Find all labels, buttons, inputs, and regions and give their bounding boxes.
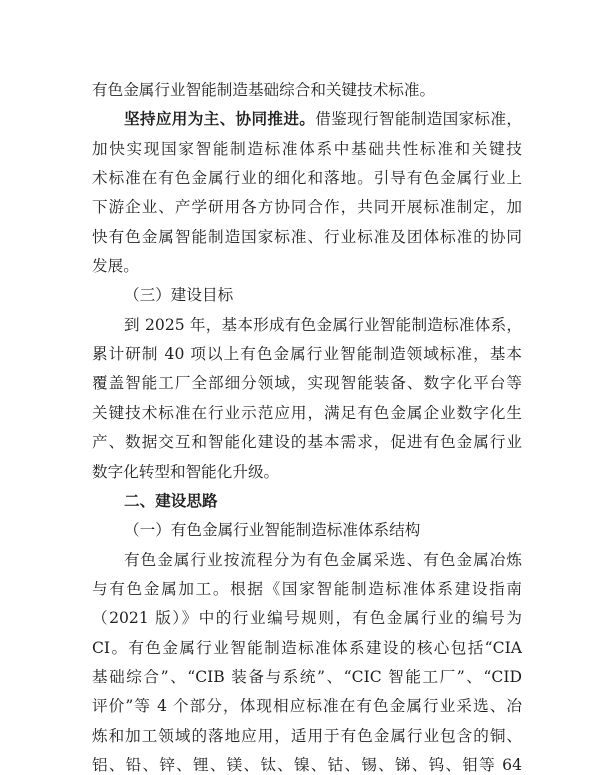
paragraph-line: 有色金属行业智能制造基础综合和关键技术标准。 [92,81,436,99]
paragraph-line: CI。有色金属行业智能制造标准体系建设的核心包括“CIA [92,639,522,657]
paragraph-line: 到 2025 年，基本形成有色金属行业智能制造标准体系， [124,316,522,334]
paragraph-line: 数字化转型和智能化升级。 [92,463,280,481]
paragraph-line: 炼和加工领域的落地应用，适用于有色金属行业包含的铜、 [92,727,522,745]
paragraph-line: （2021 版）》中的行业编号规则，有色金属行业的编号为 [92,609,522,627]
paragraph-line [124,109,522,129]
paragraph-line: 快有色金属智能制造国家标准、行业标准及团体标准的协同 [92,228,522,246]
paragraph-line: 术标准在有色金属行业的细化和落地。引导有色金属行业上 [92,169,522,187]
paragraph-line: 发展。 [92,257,139,275]
paragraph-line: 与有色金属加工。根据《国家智能制造标准体系建设指南 [92,580,522,598]
paragraph-line: 累计研制 40 项以上有色金属行业智能制造领域标准，基本 [92,345,522,363]
subsection-heading: （一）有色金属行业智能制造标准体系结构 [124,521,421,539]
paragraph-line: 评价”等 4 个部分，体现相应标准在有色金属行业采选、冶 [92,697,522,715]
paragraph-line: 下游企业、产学研用各方协同合作，共同开展标准制定，加 [92,198,522,216]
section-heading: （三）建设目标 [124,286,234,304]
paragraph-line: 关键技术标准在行业示范应用，满足有色金属企业数字化生 [92,404,522,422]
paragraph-line: 基础综合”、“CIB 装备与系统”、“CIC 智能工厂”、“CID [92,668,522,686]
paragraph-line: 铝、铅、锌、锂、镁、钛、镍、钴、锡、锑、钨、钼等 64 [92,756,522,774]
chapter-heading: 二、建设思路 [124,492,218,510]
paragraph-line: 有色金属行业按流程分为有色金属采选、有色金属冶炼 [124,551,522,569]
paragraph-line: 覆盖智能工厂全部细分领域，实现智能装备、数字化平台等 [92,374,522,392]
paragraph-line: 加快实现国家智能制造标准体系中基础共性标准和关键技 [92,140,522,158]
paragraph-text: 借鉴现行智能制造国家标准， [315,110,522,128]
bold-lead-phrase: 坚持应用为主、协同推进。 [124,109,316,128]
paragraph-line: 产、数据交互和智能化建设的基本需求，促进有色金属行业 [92,433,522,451]
